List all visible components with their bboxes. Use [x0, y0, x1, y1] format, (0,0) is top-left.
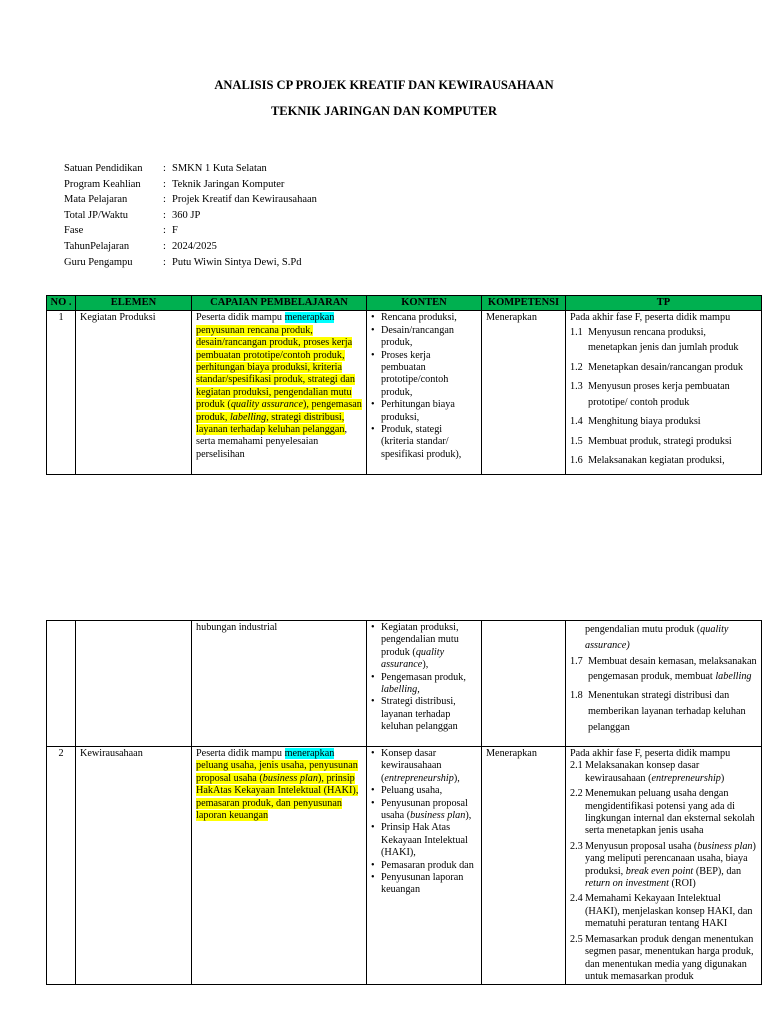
tp-item: 1.8 Menentukan strategi distribusi dan memberikan layanan terhadap keluhan pelanggan	[570, 690, 746, 733]
row-cp: Peserta didik mampu menerapkan peluang usaha, jenis usaha, penyusunan proposal usaha (business plan), prinsip HakAtas Kekayaan Intelektual (HAKI), pemasaran produk, dan penyusunan laporan keuangan	[192, 747, 367, 985]
tp-item: 1.3 Menyusun proses kerja pembuatan prototipe/ contoh produk	[570, 381, 730, 408]
info-separator: :	[163, 209, 166, 221]
list-item: • Penyusunan laporan keuangan	[371, 872, 477, 897]
info-value: Teknik Jaringan Komputer	[172, 178, 285, 190]
info-label: Program Keahlian	[64, 178, 141, 190]
list-item: • Konsep dasar kewirausahaan (entrepreneurship),	[371, 748, 477, 785]
row-number-cont	[47, 621, 76, 747]
row-cp: Peserta didik mampu menerapkan penyusunan rencana produk, desain/rancangan produk, proses kerja pembuatan prototipe/contoh produk, perhitungan biaya produksi, kriteria standar/spesifikasi produk, strategi dan kegiatan produksi, pengendalian mutu produk (quality assurance), pengemasan produk, labelling, strategi distribusi, layanan terhadap keluhan pelanggan, serta memahami penyelesaian perselisihan	[192, 311, 367, 474]
info-label: Guru Pengampu	[64, 256, 133, 268]
info-label: Mata Pelajaran	[64, 194, 128, 206]
info-row	[64, 208, 317, 224]
info-separator: :	[163, 225, 166, 237]
tp-item: 1.5 Membuat produk, strategi produksi	[570, 435, 732, 447]
info-value: 2024/2025	[172, 240, 217, 252]
row-elemen-cont	[76, 621, 192, 747]
row-kompetensi-cont	[482, 621, 566, 747]
list-item: • Prinsip Hak Atas Kekayaan Intelektual (HAKI),	[371, 822, 477, 859]
list-item: • Rencana produksi,	[371, 312, 477, 324]
row-kompetensi: Menerapkan	[482, 311, 566, 474]
table-row	[47, 621, 762, 747]
info-row	[64, 161, 317, 177]
list-item: • Strategi distribusi, layanan terhadap keluhan pelanggan	[371, 696, 477, 733]
info-value: Putu Wiwin Sintya Dewi, S.Pd	[172, 256, 302, 268]
tp-item: 2.2 Menemukan peluang usaha dengan mengidentifikasi potensi yang ada di lingkungan internal dan eksternal sekolah serta menetapkan jenis usaha	[570, 788, 755, 837]
header-konten: KONTEN	[367, 296, 482, 311]
table-row	[47, 311, 762, 474]
row-elemen: Kegiatan Produksi	[76, 311, 192, 474]
tp-item: 2.5 Memasarkan produk dengan menentukan segmen pasar, menentukan harga produk, dan menentukan media yang digunakan untuk memasarkan produk	[570, 933, 754, 982]
info-separator: :	[163, 256, 166, 268]
info-value: F	[172, 225, 178, 237]
list-item: • Kegiatan produksi, pengendalian mutu produk (quality assurance),	[371, 622, 477, 672]
tp-item: 2.1 Melaksanakan konsep dasar kewirausahaan (entrepreneurship)	[570, 760, 725, 784]
document-subtitle: TEKNIK JARINGAN DAN KOMPUTER	[270, 104, 498, 118]
cp-table-page1	[46, 295, 762, 475]
header-elemen: ELEMEN	[76, 296, 192, 311]
row-konten	[367, 747, 482, 985]
info-label: Total JP/Waktu	[64, 209, 129, 221]
info-separator: :	[163, 240, 166, 252]
row-number: 2	[47, 747, 76, 985]
tp-item: 1.6 Melaksanakan kegiatan produksi,	[570, 455, 725, 467]
info-row	[64, 239, 317, 255]
row-kompetensi: Menerapkan	[482, 747, 566, 985]
tp-item-cont: pengendalian mutu produk (quality assurance)	[585, 624, 729, 651]
info-row	[64, 177, 317, 193]
info-value: Projek Kreatif dan Kewirausahaan	[172, 194, 317, 206]
tp-item: 2.4 Memahami Kekayaan Intelektual (HAKI), menjelaskan konsep HAKI, dan mematuhi peraturan tentang HAKI	[570, 893, 753, 930]
row-cp-cont: hubungan industrial	[192, 621, 367, 747]
info-separator: :	[163, 163, 166, 174]
tp-item: 1.4 Menghitung biaya produksi	[570, 416, 701, 428]
table-header	[47, 296, 762, 311]
header-cp: CAPAIAN PEMBELAJARAN	[192, 296, 367, 311]
list-item: • Penyusunan proposal usaha (business plan),	[371, 798, 477, 823]
header-tp: TP	[566, 296, 762, 311]
row-tp-cont	[566, 621, 762, 747]
table-row	[47, 747, 762, 985]
info-separator: :	[163, 178, 166, 190]
header-kompetensi: KOMPETENSI	[482, 296, 566, 311]
info-label: TahunPelajaran	[64, 240, 130, 252]
row-tp: Pada akhir fase F, peserta didik mampu 1.1 Menyusun rencana produksi, menetapkan jenis dan jumlah produk 1.2 Menetapkan desain/rancangan produk 1.3 Menyusun proses kerja pembuatan prototipe/ contoh produk 1.4 Menghitung biaya produksi 1.5 Membuat produk, strategi produksi 1.6 Melaksanakan kegiatan produksi,	[566, 311, 762, 474]
info-row	[64, 192, 317, 208]
list-item: • Pemasaran produk dan	[371, 860, 477, 872]
list-item: • Desain/rancangan produk,	[371, 325, 477, 350]
row-number: 1	[47, 311, 76, 474]
info-block	[64, 161, 317, 270]
header-no: NO .	[47, 296, 76, 311]
cp-table-page2	[46, 620, 762, 985]
info-separator: :	[163, 194, 166, 206]
info-value: SMKN 1 Kuta Selatan	[172, 163, 267, 174]
document-title: ANALISIS CP PROJEK KREATIF DAN KEWIRAUSAHAAN	[214, 78, 554, 92]
tp-item: 2.3 Menyusun proposal usaha (business plan) yang meliputi perencanaan usaha, biaya produksi, break even point (BEP), dan return on investment (ROI)	[570, 840, 756, 890]
list-item: • Pengemasan produk, labelling,	[371, 672, 477, 697]
info-label: Fase	[64, 225, 84, 237]
row-tp: Pada akhir fase F, peserta didik mampu 2.1 Melaksanakan konsep dasar kewirausahaan (entrepreneurship) 2.2 Menemukan peluang usaha dengan mengidentifikasi potensi yang ada di lingkungan internal dan eksternal sekolah serta menetapkan jenis usaha 2.3 Menyusun proposal usaha (business plan) yang meliputi perencanaan usaha, biaya produksi, break even point (BEP), dan return on investment (ROI) 2.4 Memahami Kekayaan Intelektual (HAKI), menjelaskan konsep HAKI, dan mematuhi peraturan tentang HAKI 2.5 Memasarkan produk dengan menentukan segmen pasar, menentukan harga produk, dan menentukan media yang digunakan untuk memasarkan produk	[566, 747, 762, 985]
list-item: • Produk, stategi (kriteria standar/ spesifikasi produk),	[371, 424, 477, 461]
row-konten-cont	[367, 621, 482, 747]
info-label: Satuan Pendidikan	[64, 163, 143, 174]
list-item: • Proses kerja pembuatan prototipe/contoh produk,	[371, 350, 477, 400]
info-row	[64, 255, 317, 271]
tp-item: 1.1 Menyusun rencana produksi, menetapkan jenis dan jumlah produk	[570, 326, 739, 354]
info-value: 360 JP	[172, 209, 201, 221]
list-item: • Perhitungan biaya produksi,	[371, 399, 477, 424]
info-row	[64, 223, 317, 239]
row-elemen: Kewirausahaan	[76, 747, 192, 985]
tp-item: 1.7 Membuat desain kemasan, melaksanakan pengemasan produk, membuat labelling	[570, 655, 757, 683]
list-item: • Peluang usaha,	[371, 785, 477, 797]
tp-item: 1.2 Menetapkan desain/rancangan produk	[570, 361, 744, 373]
row-konten	[367, 311, 482, 474]
